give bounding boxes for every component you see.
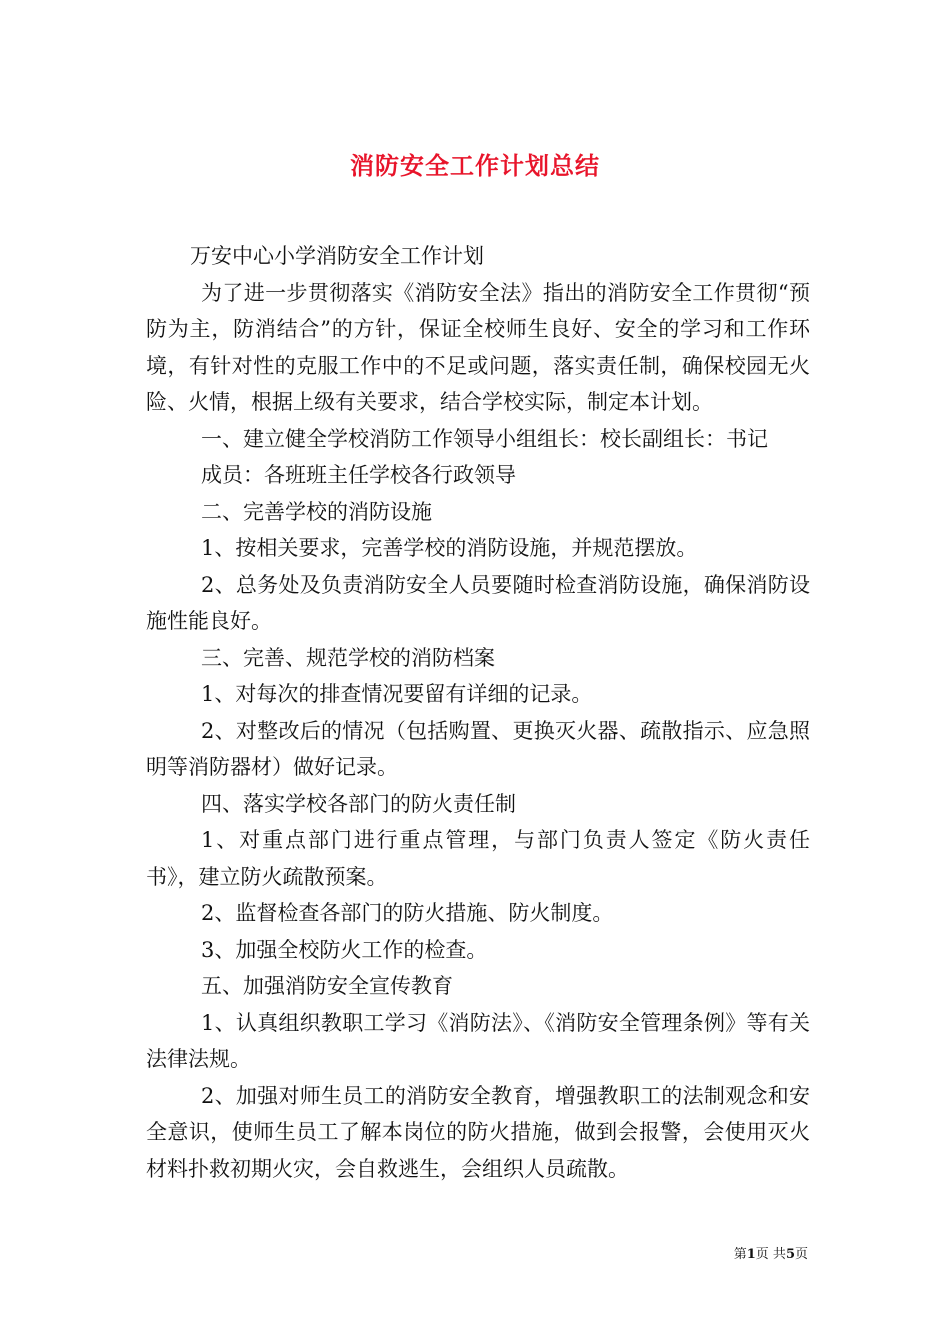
paragraph: 四、落实学校各部门的防火责任制 xyxy=(201,791,516,816)
footer-current-page: 1 xyxy=(746,1247,756,1262)
page-footer xyxy=(734,1245,808,1265)
footer-total-pages: 5 xyxy=(785,1247,795,1262)
paragraph: 3、加强全校防火工作的检查。 xyxy=(201,937,488,962)
paragraph: 2、对整改后的情况（包括购置、更换灭火器、疏散指示、应急照明等消防器材）做好记录。 xyxy=(146,718,810,779)
paragraph: 1、对每次的排查情况要留有详细的记录。 xyxy=(201,682,593,706)
paragraph: 一、建立健全学校消防工作领导小组组长：校长副组长：书记 xyxy=(201,426,768,451)
paragraph: 1、认真组织教职工学习《消防法》、《消防安全管理条例》等有关法律法规。 xyxy=(146,1010,810,1071)
paragraph: 2、总务处及负责消防安全人员要随时检查消防设施，确保消防设施性能良好。 xyxy=(146,572,810,633)
footer-prefix: 第 xyxy=(733,1247,747,1262)
paragraph: 成员：各班班主任学校各行政领导 xyxy=(201,463,516,487)
footer-middle: 页 共 xyxy=(755,1247,786,1262)
paragraph: 二、完善学校的消防设施 xyxy=(201,499,432,524)
paragraph: 1、对重点部门进行重点管理，与部门负责人签定《防火责任书》，建立防火疏散预案。 xyxy=(146,828,810,889)
paragraph: 1、按相关要求，完善学校的消防设施，并规范摆放。 xyxy=(201,536,698,560)
footer-suffix: 页 xyxy=(794,1247,808,1262)
paragraph: 2、监督检查各部门的防火措施、防火制度。 xyxy=(201,901,614,925)
document-title: 消防安全工作计划总结 xyxy=(350,151,600,181)
paragraph: 为了进一步贯彻落实《消防安全法》指出的消防安全工作贯彻“预防为主，防消结合”的方针，保证全校师生良好、安全的学习和工作环境，有针对性的克服工作中的不足或问题，落实责任制，确保校园无火险、火情，根据上级有关要求，结合学校实际，制定本计划。 xyxy=(146,280,810,414)
paragraph: 万安中心小学消防安全工作计划 xyxy=(190,244,484,268)
paragraph: 五、加强消防安全宣传教育 xyxy=(201,974,453,998)
paragraph: 三、完善、规范学校的消防档案 xyxy=(201,645,495,670)
paragraph: 2、加强对师生员工的消防安全教育，增强教职工的法制观念和安全意识，使师生员工了解本岗位的防火措施，做到会报警，会使用灭火材料扑救初期火灾，会自救逃生，会组织人员疏散。 xyxy=(146,1083,810,1181)
document-body xyxy=(146,238,810,1187)
